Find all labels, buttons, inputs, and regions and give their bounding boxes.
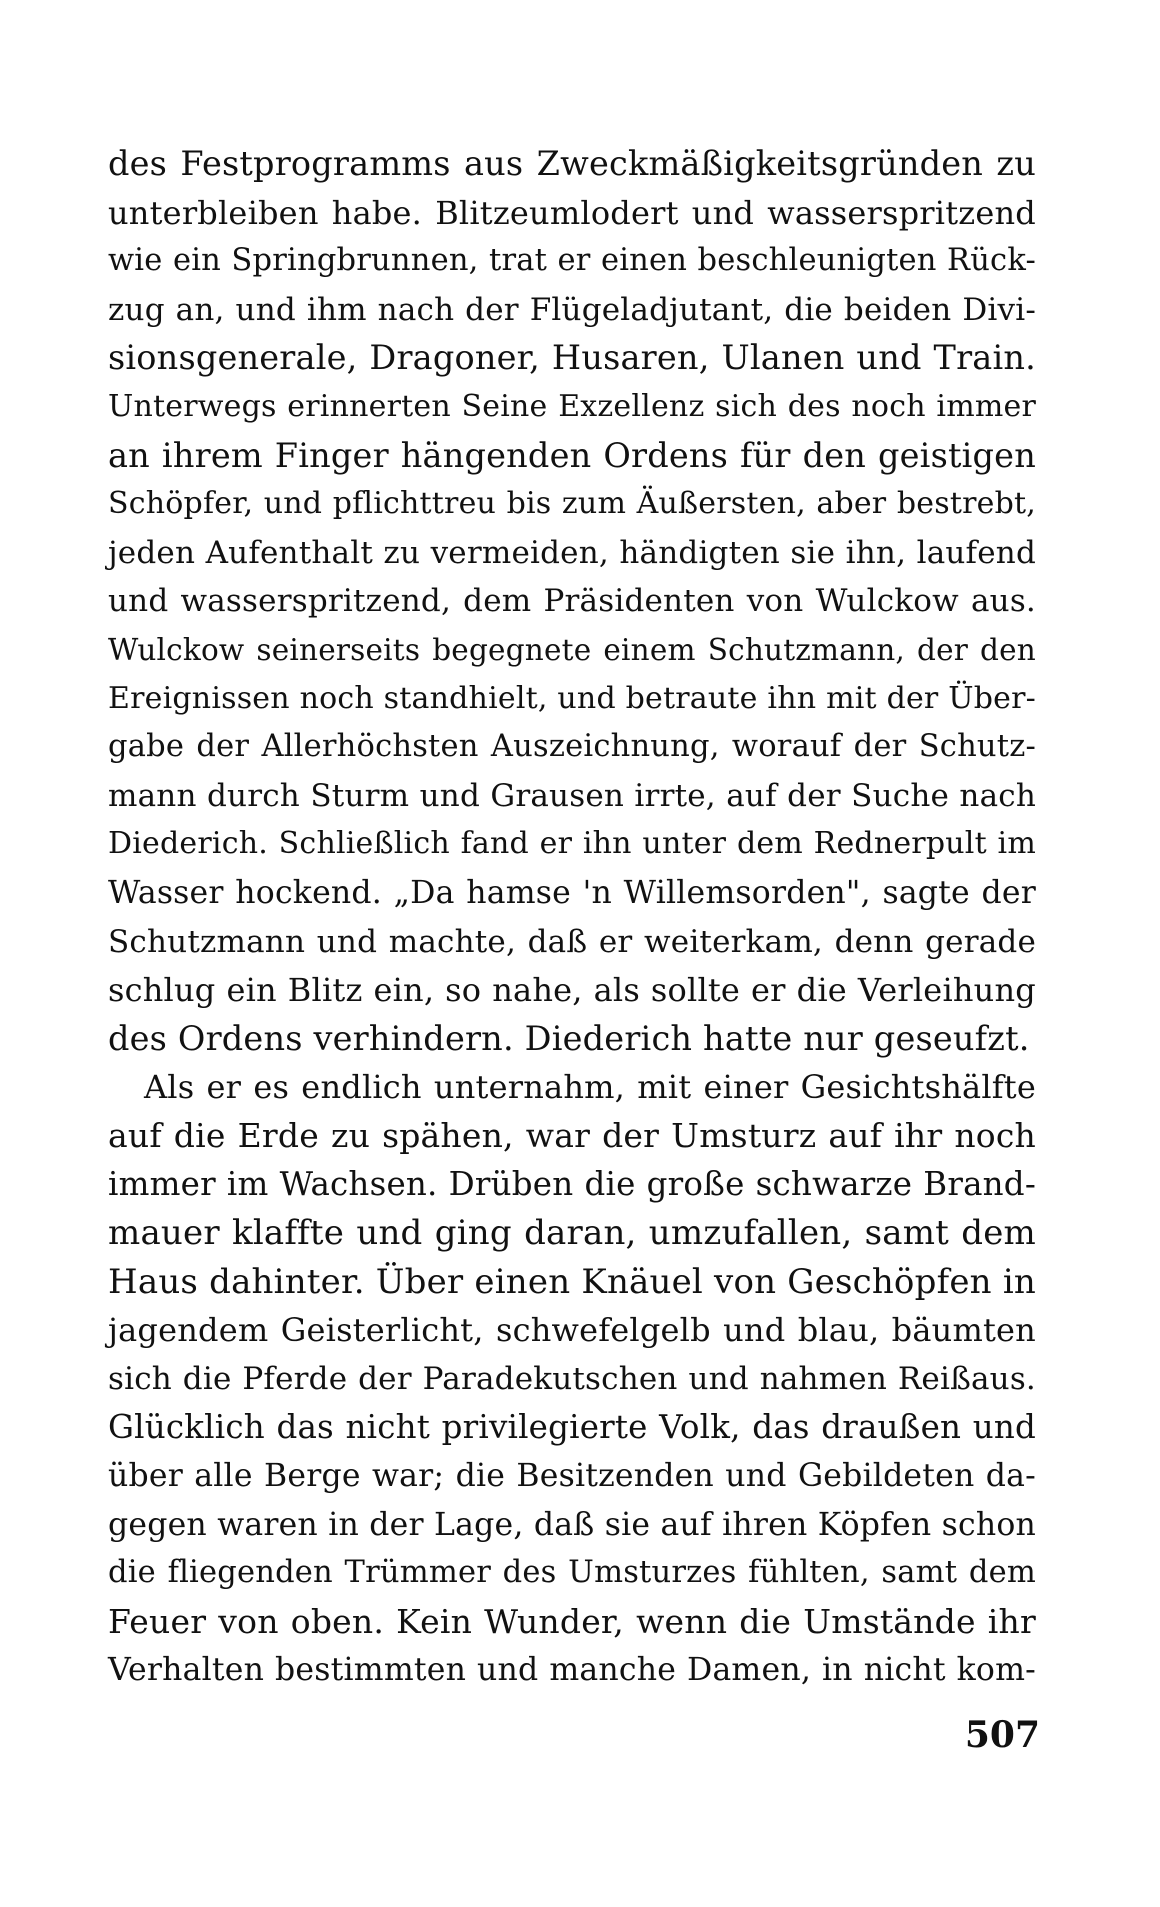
body-text	[108, 140, 1036, 1695]
text-line: Haus dahinter. Über einen Knäuel von Geschöpfen in	[108, 1261, 1036, 1302]
text-line: Wulckow seinerseits begegnete einem Schutzmann, der den	[108, 632, 1036, 667]
text-line: Glücklich das nicht privilegierte Volk, das draußen und	[108, 1408, 1036, 1447]
text-line: Schutzmann und machte, daß er weiterkam, denn gerade	[108, 923, 1036, 960]
text-line: jeden Aufenthalt zu vermeiden, händigten sie ihn, laufend	[108, 534, 1036, 571]
text-line: und wasserspritzend, dem Präsidenten von Wulckow aus.	[108, 583, 1036, 620]
text-line: Feuer von oben. Kein Wunder, wenn die Umstände ihr	[108, 1601, 1036, 1641]
text-line: Ereignissen noch standhielt, und betraute ihn mit der Über-	[108, 680, 1036, 716]
text-line: jagendem Geisterlicht, schwefelgelb und blau, bäumten	[108, 1311, 1036, 1350]
text-line: wie ein Springbrunnen, trat er einen beschleunigten Rück-	[108, 243, 1036, 279]
text-line: schlug ein Blitz ein, so nahe, als sollte er die Verleihung	[108, 971, 1036, 1010]
text-line: Verhalten bestimmten und manche Damen, in nicht kom-	[108, 1652, 1036, 1689]
text-line: Schöpfer, und pflichttreu bis zum Äußersten, aber bestrebt,	[108, 486, 1036, 522]
text-line: gegen waren in der Lage, daß sie auf ihren Köpfen schon	[108, 1506, 1036, 1543]
text-line: an ihrem Finger hängenden Ordens für den geistigen	[108, 435, 1036, 475]
text-line: sionsgenerale, Dragoner, Husaren, Ulanen und Train.	[108, 338, 1036, 378]
text-line: Wasser hockend. „Da hamse 'n Willemsorden", sagte der	[108, 874, 1036, 911]
text-line: auf die Erde zu spähen, war der Umsturz auf ihr noch	[108, 1115, 1036, 1155]
text-line: Unterwegs erinnerten Seine Exzellenz sich des noch immer	[108, 388, 1036, 424]
page-number: 507	[964, 1714, 1040, 1756]
text-line: immer im Wachsen. Drüben die große schwarze Brand-	[108, 1165, 1036, 1204]
text-line: Als er es endlich unternahm, mit einer Gesichtshälfte	[144, 1068, 1036, 1107]
text-line: gabe der Allerhöchsten Auszeichnung, worauf der Schutz-	[108, 729, 1036, 765]
text-line: über alle Berge war; die Besitzenden und Gebildeten da-	[108, 1458, 1036, 1495]
text-line: mauer klaffte und ging daran, umzufallen, samt dem	[108, 1213, 1036, 1254]
text-line: mann durch Sturm und Grausen irrte, auf der Suche nach	[108, 777, 1036, 814]
text-line: des Festprogramms aus Zweckmäßigkeitsgründen zu	[108, 144, 1036, 183]
text-line: Diederich. Schließlich fand er ihn unter dem Rednerpult im	[108, 826, 1036, 862]
text-line: unterbleiben habe. Blitzeumlodert und wasserspritzend	[108, 193, 1036, 232]
text-line: sich die Pferde der Paradekutschen und nahmen Reißaus.	[108, 1360, 1036, 1397]
text-line: des Ordens verhindern. Diederich hatte nur geseufzt.	[108, 1018, 1030, 1058]
text-line: zug an, und ihm nach der Flügeladjutant, die beiden Divi-	[108, 291, 1036, 328]
text-line: die fliegenden Trümmer des Umsturzes fühlten, samt dem	[108, 1555, 1036, 1591]
